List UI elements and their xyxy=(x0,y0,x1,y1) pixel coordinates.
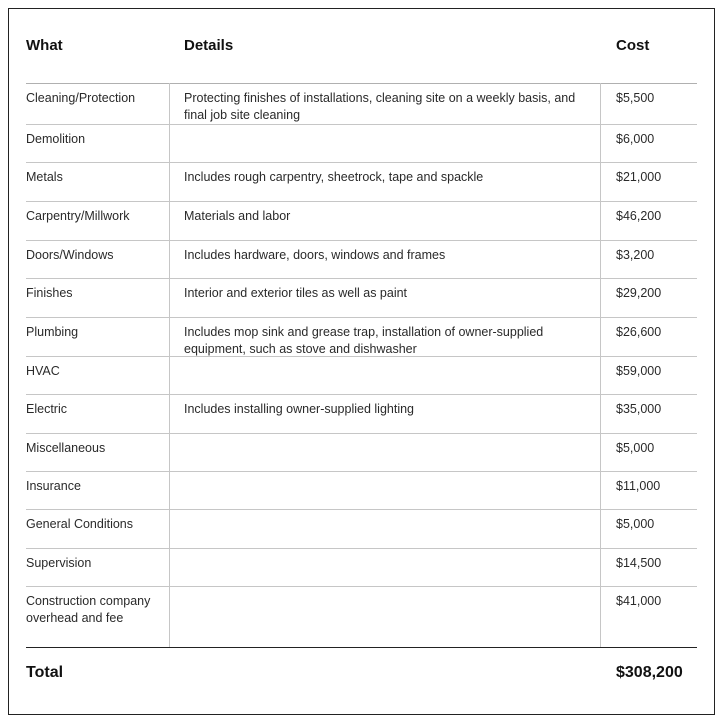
row-divider xyxy=(26,509,697,510)
column-divider-details xyxy=(169,83,170,647)
row-what: Doors/Windows xyxy=(26,248,114,262)
row-details: Includes mop sink and grease trap, installation of owner-supplied equipment, such as stove and dishwasher xyxy=(184,325,544,356)
row-what: Plumbing xyxy=(26,325,79,339)
row-divider xyxy=(26,394,697,395)
row-details: Protecting finishes of installations, cleaning site on a weekly basis, and final job site cleaning xyxy=(184,91,576,122)
row-what: Supervision xyxy=(26,556,92,570)
total-value: $308,200 xyxy=(616,664,683,681)
row-details: Includes rough carpentry, sheetrock, tape and spackle xyxy=(184,170,484,184)
row-what: General Conditions xyxy=(26,517,134,531)
row-cost: $5,000 xyxy=(616,441,655,455)
row-details: Includes hardware, doors, windows and frames xyxy=(184,248,446,262)
row-cost: $46,200 xyxy=(616,209,662,223)
row-cost: $35,000 xyxy=(616,402,662,416)
row-divider xyxy=(26,278,697,279)
row-what: Metals xyxy=(26,170,63,184)
row-divider xyxy=(26,240,697,241)
header-what: What xyxy=(26,37,63,54)
row-cost: $41,000 xyxy=(616,594,662,608)
row-cost: $26,600 xyxy=(616,325,662,339)
row-details: Interior and exterior tiles as well as paint xyxy=(184,286,408,300)
row-divider xyxy=(26,124,697,125)
row-what: Carpentry/Millwork xyxy=(26,209,130,223)
row-what: Finishes xyxy=(26,286,73,300)
row-cost: $3,200 xyxy=(616,248,655,262)
row-details: Materials and labor xyxy=(184,209,291,223)
total-divider xyxy=(26,647,697,648)
row-cost: $14,500 xyxy=(616,556,662,570)
row-divider xyxy=(26,433,697,434)
row-what: Insurance xyxy=(26,479,81,493)
row-what: HVAC xyxy=(26,364,60,378)
total-label: Total xyxy=(26,664,64,681)
row-cost: $11,000 xyxy=(616,479,661,493)
column-divider-cost xyxy=(600,83,601,647)
row-cost: $21,000 xyxy=(616,170,662,184)
row-divider xyxy=(26,201,697,202)
row-cost: $5,000 xyxy=(616,517,655,531)
row-divider xyxy=(26,317,697,318)
row-details: Includes installing owner-supplied lighting xyxy=(184,402,414,416)
row-cost: $59,000 xyxy=(616,364,662,378)
row-cost: $29,200 xyxy=(616,286,662,300)
row-what: Cleaning/Protection xyxy=(26,91,136,105)
row-what: Electric xyxy=(26,402,67,416)
row-divider xyxy=(26,471,697,472)
row-divider xyxy=(26,548,697,549)
row-cost: $5,500 xyxy=(616,91,655,105)
header-cost: Cost xyxy=(616,37,650,54)
row-divider xyxy=(26,586,697,587)
row-what: Miscellaneous xyxy=(26,441,106,455)
row-cost: $6,000 xyxy=(616,132,655,146)
row-what: Demolition xyxy=(26,132,86,146)
header-details: Details xyxy=(184,37,234,54)
row-divider xyxy=(26,356,697,357)
row-what: Construction company overhead and fee xyxy=(26,594,151,625)
row-divider xyxy=(26,162,697,163)
header-divider xyxy=(26,83,697,84)
